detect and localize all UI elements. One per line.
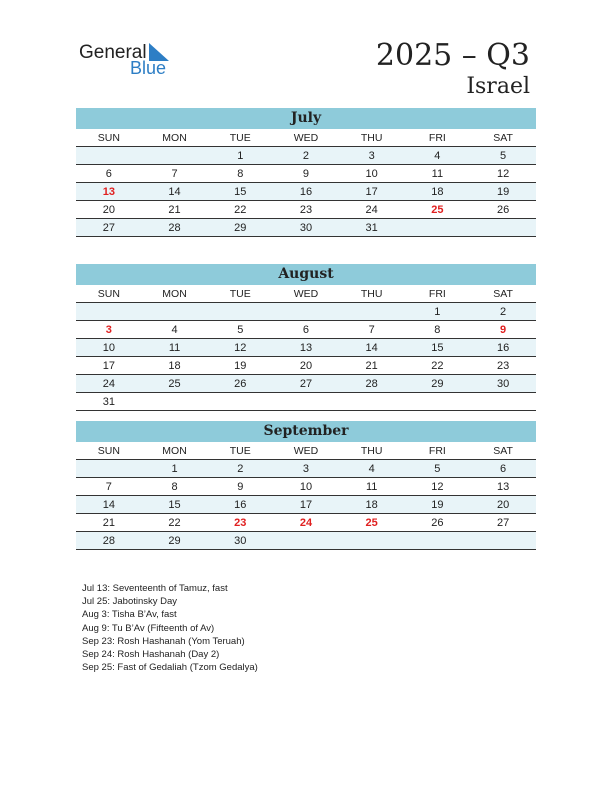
day-cell	[405, 219, 471, 237]
day-cell: 4	[339, 460, 405, 478]
holiday-note: Jul 25: Jabotinsky Day	[82, 596, 178, 608]
holiday-note: Jul 13: Seventeenth of Tamuz, fast	[82, 583, 228, 594]
day-cell: 31	[76, 393, 142, 411]
day-cell: 26	[470, 201, 536, 219]
day-cell: 7	[339, 321, 405, 339]
day-cell: 29	[142, 532, 208, 550]
week-row	[76, 532, 536, 550]
month-calendar-july	[76, 108, 536, 237]
weekday-label: TUE	[207, 442, 273, 460]
month-title: August	[76, 264, 536, 285]
day-cell: 4	[405, 147, 471, 165]
holiday-day-cell: 25	[405, 201, 471, 219]
generalblue-logo	[79, 40, 189, 80]
day-cell: 30	[207, 532, 273, 550]
week-row	[76, 201, 536, 219]
day-cell	[470, 219, 536, 237]
day-cell: 22	[207, 201, 273, 219]
day-cell: 14	[339, 339, 405, 357]
day-cell: 4	[142, 321, 208, 339]
day-cell: 21	[339, 357, 405, 375]
week-row	[76, 165, 536, 183]
day-cell: 10	[273, 478, 339, 496]
day-cell: 7	[142, 165, 208, 183]
day-cell	[339, 303, 405, 321]
weekday-label: TUE	[207, 285, 273, 303]
day-cell: 1	[405, 303, 471, 321]
day-cell: 17	[273, 496, 339, 514]
holiday-note: Sep 25: Fast of Gedaliah (Tzom Gedalya)	[82, 662, 258, 674]
day-cell: 21	[76, 514, 142, 532]
day-cell: 15	[207, 183, 273, 201]
week-row	[76, 393, 536, 411]
day-cell	[405, 393, 471, 411]
day-cell: 8	[142, 478, 208, 496]
week-row	[76, 496, 536, 514]
week-row	[76, 219, 536, 237]
day-cell: 16	[273, 183, 339, 201]
day-cell	[470, 393, 536, 411]
day-cell: 14	[142, 183, 208, 201]
day-cell: 12	[470, 165, 536, 183]
day-cell	[142, 147, 208, 165]
day-cell: 8	[207, 165, 273, 183]
day-cell	[142, 393, 208, 411]
day-cell: 1	[207, 147, 273, 165]
day-cell: 5	[470, 147, 536, 165]
day-cell: 25	[142, 375, 208, 393]
day-cell: 5	[207, 321, 273, 339]
day-cell: 26	[207, 375, 273, 393]
weekday-label: MON	[142, 285, 208, 303]
day-cell: 28	[339, 375, 405, 393]
month-calendar-august	[76, 264, 536, 411]
weekday-label: SUN	[76, 285, 142, 303]
day-cell	[273, 303, 339, 321]
day-cell: 28	[76, 532, 142, 550]
day-cell	[339, 532, 405, 550]
weekday-header-row	[76, 442, 536, 460]
day-cell	[405, 532, 471, 550]
day-cell: 22	[142, 514, 208, 532]
weekday-label: SUN	[76, 129, 142, 147]
day-cell: 23	[273, 201, 339, 219]
weekday-label: SAT	[470, 442, 536, 460]
weekday-label: WED	[273, 285, 339, 303]
holiday-day-cell: 9	[470, 321, 536, 339]
holiday-note: Aug 3: Tisha B’Av, fast	[82, 609, 177, 621]
day-cell: 9	[273, 165, 339, 183]
day-cell: 7	[76, 478, 142, 496]
day-cell: 24	[339, 201, 405, 219]
week-row	[76, 357, 536, 375]
week-row	[76, 303, 536, 321]
holiday-day-cell: 13	[76, 183, 142, 201]
day-cell: 6	[76, 165, 142, 183]
day-cell: 27	[470, 514, 536, 532]
holiday-day-cell: 25	[339, 514, 405, 532]
day-cell	[273, 532, 339, 550]
day-cell: 13	[273, 339, 339, 357]
week-row	[76, 147, 536, 165]
month-grid	[76, 129, 536, 237]
holiday-day-cell: 3	[76, 321, 142, 339]
weekday-label: FRI	[405, 285, 471, 303]
day-cell: 3	[273, 460, 339, 478]
day-cell: 23	[470, 357, 536, 375]
day-cell: 18	[339, 496, 405, 514]
week-row	[76, 460, 536, 478]
weekday-label: SAT	[470, 285, 536, 303]
day-cell: 27	[76, 219, 142, 237]
day-cell	[76, 460, 142, 478]
weekday-label: THU	[339, 129, 405, 147]
weekday-label: WED	[273, 129, 339, 147]
day-cell: 20	[76, 201, 142, 219]
weekday-label: FRI	[405, 442, 471, 460]
day-cell: 18	[405, 183, 471, 201]
week-row	[76, 478, 536, 496]
day-cell: 10	[76, 339, 142, 357]
day-cell: 30	[470, 375, 536, 393]
day-cell: 22	[405, 357, 471, 375]
month-calendar-september	[76, 421, 536, 550]
holiday-note: Aug 9: Tu B’Av (Fifteenth of Av)	[82, 622, 215, 634]
day-cell: 16	[470, 339, 536, 357]
day-cell: 8	[405, 321, 471, 339]
day-cell: 2	[273, 147, 339, 165]
day-cell: 14	[76, 496, 142, 514]
weekday-label: THU	[339, 442, 405, 460]
week-row	[76, 514, 536, 532]
day-cell: 10	[339, 165, 405, 183]
week-row	[76, 339, 536, 357]
weekday-label: MON	[142, 442, 208, 460]
holiday-note: Sep 23: Rosh Hashanah (Yom Teruah)	[82, 635, 245, 647]
day-cell: 19	[405, 496, 471, 514]
day-cell: 26	[405, 514, 471, 532]
month-grid	[76, 442, 536, 550]
weekday-label: FRI	[405, 129, 471, 147]
weekday-header-row	[76, 285, 536, 303]
weekday-label: THU	[339, 285, 405, 303]
day-cell: 29	[207, 219, 273, 237]
week-row	[76, 321, 536, 339]
day-cell: 11	[339, 478, 405, 496]
day-cell: 1	[142, 460, 208, 478]
day-cell: 9	[207, 478, 273, 496]
day-cell: 27	[273, 375, 339, 393]
day-cell: 18	[142, 357, 208, 375]
day-cell	[76, 303, 142, 321]
day-cell: 28	[142, 219, 208, 237]
week-row	[76, 183, 536, 201]
day-cell: 30	[273, 219, 339, 237]
day-cell: 2	[470, 303, 536, 321]
day-cell: 12	[207, 339, 273, 357]
month-title: July	[76, 108, 536, 129]
holiday-notes	[82, 582, 258, 674]
day-cell: 21	[142, 201, 208, 219]
day-cell: 3	[339, 147, 405, 165]
month-title: September	[76, 421, 536, 442]
holiday-day-cell: 23	[207, 514, 273, 532]
day-cell: 17	[339, 183, 405, 201]
day-cell: 19	[470, 183, 536, 201]
day-cell: 11	[405, 165, 471, 183]
page-title: 2025 – Q3	[375, 38, 530, 73]
day-cell: 17	[76, 357, 142, 375]
weekday-label: WED	[273, 442, 339, 460]
day-cell	[207, 393, 273, 411]
day-cell: 15	[405, 339, 471, 357]
day-cell: 15	[142, 496, 208, 514]
weekday-label: SUN	[76, 442, 142, 460]
day-cell: 12	[405, 478, 471, 496]
day-cell: 19	[207, 357, 273, 375]
day-cell: 20	[470, 496, 536, 514]
holiday-day-cell: 24	[273, 514, 339, 532]
weekday-label: MON	[142, 129, 208, 147]
day-cell	[470, 532, 536, 550]
weekday-header-row	[76, 129, 536, 147]
day-cell: 31	[339, 219, 405, 237]
logo-word-blue: Blue	[130, 58, 167, 78]
day-cell	[207, 303, 273, 321]
month-grid	[76, 285, 536, 411]
day-cell: 5	[405, 460, 471, 478]
country-name: Israel	[466, 74, 530, 99]
day-cell: 2	[207, 460, 273, 478]
day-cell: 24	[76, 375, 142, 393]
day-cell	[76, 147, 142, 165]
weekday-label: SAT	[470, 129, 536, 147]
week-row	[76, 375, 536, 393]
weekday-label: TUE	[207, 129, 273, 147]
holiday-note: Sep 24: Rosh Hashanah (Day 2)	[82, 649, 220, 661]
logo-word-general: General	[79, 42, 147, 63]
day-cell: 6	[470, 460, 536, 478]
day-cell: 13	[470, 478, 536, 496]
day-cell: 16	[207, 496, 273, 514]
day-cell	[339, 393, 405, 411]
day-cell: 20	[273, 357, 339, 375]
day-cell: 6	[273, 321, 339, 339]
day-cell	[142, 303, 208, 321]
day-cell	[273, 393, 339, 411]
day-cell: 11	[142, 339, 208, 357]
day-cell: 29	[405, 375, 471, 393]
